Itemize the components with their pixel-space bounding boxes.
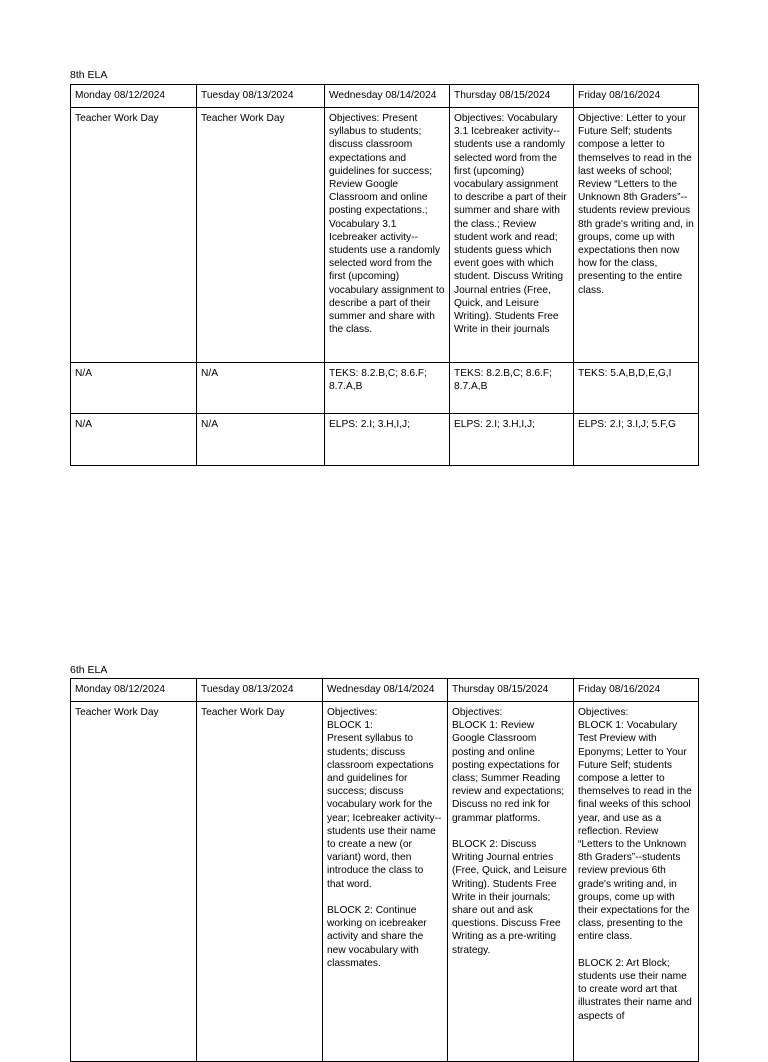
- section-title-6th-ela: 6th ELA: [70, 664, 108, 676]
- section-title-8th-ela: 8th ELA: [70, 69, 108, 81]
- objectives-cell: Objectives: BLOCK 1: Present syllabus to students; discuss classroom expectations and guidelines for success; discuss vocabulary work for the year; Icebreaker activity--students use their name to create a new (or variant) word, then introduce the class to that word. BLOCK 2: Continue working on icebreaker activity and share the new vocabulary with classmates.: [323, 702, 448, 1062]
- objectives-cell: Teacher Work Day: [71, 108, 197, 363]
- day-header: Tuesday 08/13/2024: [197, 679, 323, 702]
- objectives-row: [71, 108, 699, 363]
- teks-cell: N/A: [197, 363, 325, 414]
- elps-cell: ELPS: 2.I; 3.H,I,J;: [325, 414, 450, 466]
- objectives-cell: Teacher Work Day: [71, 702, 197, 1062]
- teks-cell: N/A: [71, 363, 197, 414]
- teks-cell: TEKS: 8.2.B,C; 8.6.F; 8.7.A,B: [450, 363, 574, 414]
- elps-cell: N/A: [71, 414, 197, 466]
- objectives-cell: Objectives: Present syllabus to students; discuss classroom expectations and guidelines for success; Review Google Classroom and online posting expectations.; Vocabulary 3.1 Icebreaker activity--students use a randomly selected word from the first (upcoming) vocabulary assignment to describe a part of their summer and share with the class.: [325, 108, 450, 363]
- day-header: Monday 08/12/2024: [71, 679, 197, 702]
- elps-cell: ELPS: 2.I; 3.H,I,J;: [450, 414, 574, 466]
- day-header: Thursday 08/15/2024: [450, 85, 574, 108]
- header-row: [71, 679, 699, 702]
- day-header: Thursday 08/15/2024: [448, 679, 574, 702]
- objectives-cell: Objective: Letter to your Future Self; students compose a letter to themselves to read in the last weeks of school; Review “Letters to the Unknown 8th Graders”--students review previous 8th grade's writing and, in groups, come up with expectations then now how for the class, presenting to the entire class.: [574, 108, 699, 363]
- day-header: Monday 08/12/2024: [71, 85, 197, 108]
- day-header: Wednesday 08/14/2024: [325, 85, 450, 108]
- day-header: Friday 08/16/2024: [574, 85, 699, 108]
- teks-row: [71, 363, 699, 414]
- day-header: Friday 08/16/2024: [574, 679, 699, 702]
- objectives-cell: Teacher Work Day: [197, 702, 323, 1062]
- elps-cell: N/A: [197, 414, 325, 466]
- objectives-cell: Teacher Work Day: [197, 108, 325, 363]
- objectives-cell: Objectives: BLOCK 1: Vocabulary Test Preview with Eponyms; Letter to Your Future Self; students compose a letter to themselves to read in the final weeks of this school year, and use as a reflection. Review “Letters to the Unknown 8th Graders”--students review previous 6th grade's writing and, in groups, come up with their expectations for the class, presenting to the entire class. BLOCK 2: Art Block; students use their name to create word art that illustrates their name and aspects of: [574, 702, 699, 1062]
- day-header: Tuesday 08/13/2024: [197, 85, 325, 108]
- objectives-row: [71, 702, 699, 1062]
- header-row: [71, 85, 699, 108]
- objectives-cell: Objectives: BLOCK 1: Review Google Classroom posting and online posting expectations for class; Summer Reading review and expectations; Discuss no red ink for grammar platforms. BLOCK 2: Discuss Writing Journal entries (Free, Quick, and Leisure Writing). Students Free Write in their journals; share out and ask questions. Discuss Free Writing as a pre-writing strategy.: [448, 702, 574, 1062]
- elps-row: [71, 414, 699, 466]
- teks-cell: TEKS: 5.A,B,D,E,G,I: [574, 363, 699, 414]
- lesson-plan-table-8th: [70, 84, 699, 466]
- day-header: Wednesday 08/14/2024: [323, 679, 448, 702]
- elps-cell: ELPS: 2.I; 3.I,J; 5.F,G: [574, 414, 699, 466]
- teks-cell: TEKS: 8.2.B,C; 8.6.F; 8.7.A,B: [325, 363, 450, 414]
- objectives-cell: Objectives: Vocabulary 3.1 Icebreaker activity--students use a randomly selected word from the first (upcoming) vocabulary assignment to describe a part of their summer and share with the class.; Review student work and read; students guess which event goes with which student. Discuss Writing Journal entries (Free, Quick, and Leisure Writing). Students Free Write in their journals: [450, 108, 574, 363]
- lesson-plan-table-6th: [70, 678, 699, 1062]
